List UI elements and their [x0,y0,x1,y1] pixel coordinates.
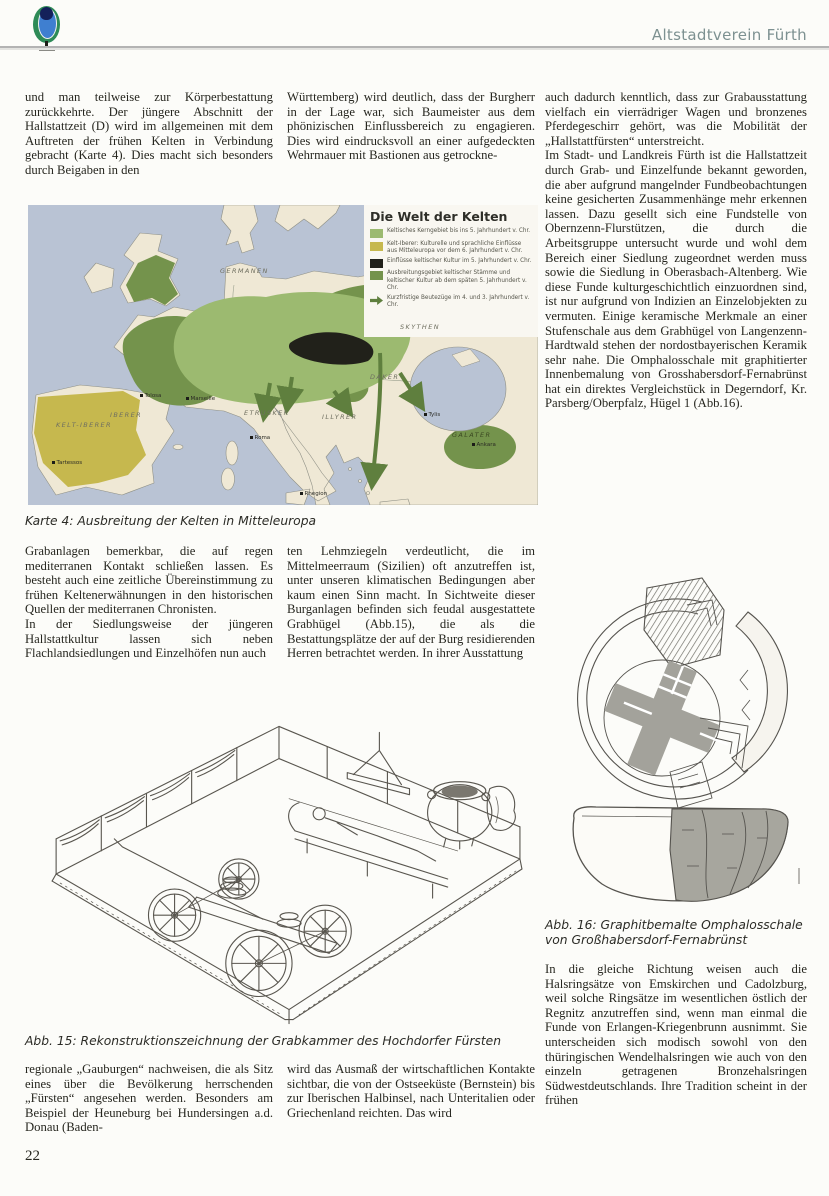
map-city-rhegion: Rhegion [300,491,327,497]
burial-chamber-drawing [26,710,535,1030]
map-label-galater: GALATER [452,431,492,439]
column3-article [545,90,807,411]
logo-dark-cap [40,7,53,20]
map-label-skythen: SKYTHEN [400,323,440,331]
paragraph: In der Siedlungsweise der jüngeren Hallstattkultur lassen sich neben Flachlandsiedlungen und Einzelhöfen nun auch [25,616,273,661]
paragraph: Im Stadt- und Landkreis Fürth ist die Hallstattzeit durch Grab- und Einzelfunde bekannt geworden, die aber aufgrund mangelnder Fundbeobachtungen keine gesicherten Zusammenhänge mehr erkennen lassen. Dazu gesellt sich eine Fundstelle von Obernzenn-Flurstützen, die durch die Arbeitsgruppe untersucht wurde und wohl dem Bereich einer Siedlung zugeordnet werden muss sowie die Siedlung in Oberasbach-Altenberg. Wie diese Funde kulturgeschichtlich einzuordnen sind, ist nur aufgrund von Indizien an Einzelobjekten zu vermuten. Einige keramische Merkmale an einer Stufenschale aus dem Grabhügel von Langenzenn-Hardtwald stehen der nordostbayerischen Keramik sehr nahe. Die Omphalosschale mit graphitierter Innenbemalung von Grosshabersdorf-Fernabrünst hat ein direktes Vergleichstück in Degerndorf, Kr. Parsberg/Oberpfalz, Hügel 1 (Abb.16). [545,148,807,411]
map-city-marseille: Marseille [186,396,215,402]
legend-item [370,270,538,292]
figure-abb16-omphalos-bowl [552,550,807,910]
paragraph: regionale „Gauburgen“ nachweisen, die als Sitz eines über die Bevölkerung herrschenden „Fürsten“ angesehen werden. Besonders am Beispiel der Heuneburg bei Hundersingen a.d. Donau (Baden- [25,1062,273,1135]
legend-item [370,258,538,268]
column1-top-paragraph [25,90,273,178]
legend-item [370,241,538,256]
map-legend [364,205,538,337]
map-label-germanen: GERMANEN [220,267,269,275]
omphalos-bowl-drawing [552,550,807,910]
paragraph: und man teilweise zur Körperbestattung zurückkehrte. Der jüngere Abschnitt der Hallstattzeit (D) wird im allgemeinen mit dem Auftreten der frühen Kelten in Verbindung gebracht (Karte 4). Dies macht sich besonders durch Beigaben in den [25,90,273,177]
legend-swatch-raid-arrow-icon [370,296,383,305]
legend-swatch-expansion-icon [370,271,383,280]
map-title: Die Welt der Kelten [370,209,508,224]
paragraph: Grabanlagen bemerkbar, die auf regen mediterranen Kontakt schließen lassen. Es besteht auch eine zeitliche Übereinstimmung zu frühen Keltenerwähnungen in den historischen Quellen der mediterranen Chronisten. [25,544,273,617]
map-label-etrusker: ETRUSKER [244,409,290,417]
map-label-iberer: IBERER [110,411,143,419]
map-label-illyrer: ILLYRER [322,413,358,421]
legend-label: Keltisches Kerngebiet bis ins 5. Jahrhundert v. Chr. [387,228,531,234]
map-city-roma: Roma [250,435,270,441]
altstadtverein-logo-icon [30,5,66,51]
legend-swatch-keltiberer-icon [370,242,383,251]
paragraph: auch dadurch kenntlich, dass zur Grabausstattung vielfach ein vierrädriger Wagen und bronzenes Pferdegeschirr gehört, was die Mobilität der „Hallstattfürsten“ unterstreicht. [545,90,807,148]
legend-swatch-influence-icon [370,259,383,268]
page-number: 22 [25,1148,40,1164]
map-city-tartessos: Tartessos [52,460,82,466]
logo-base-line [39,49,55,51]
paragraph: In die gleiche Richtung weisen auch die Halsringsätze von Emskirchen und Cadolzburg, weil solche Ringsätze im wesentlichen östlich der Regnitz anzutreffen sind, wenn man einmal die Funde von Erlangen-Kriegenbrunn ausnimmt. Sie unterscheiden sich modisch sowohl von den thüringischen Wendelhalsringen wie auch von den einzeln getragenen Bronzehalsringen Südwestdeutschlands. Ihre Tradition scheint in der frühen [545,962,807,1108]
map-city-ankara: Ankara [472,442,496,448]
header-rule [0,46,829,48]
map-city-tylis: Tylis [424,412,440,418]
legend-label: Ausbreitungsgebiet keltischer Stämme und keltischer Kultur ab dem späten 5. Jahrhundert v. Chr. [387,270,527,292]
legend-label: Kelt-Iberer: Kulturelle und sprachliche Einflüsse aus Mitteleuropa vor dem 6. Jahrhundert v. Chr. [387,240,523,254]
map-label-kelt-iberer: KELT-IBERER [56,421,112,429]
figure-abb15-burial-chamber [26,710,535,1030]
column1-bottom-paragraph [25,1062,273,1135]
paragraph: wird das Ausmaß der wirtschaftlichen Kontakte sichtbar, die von der Ostseeküste (Bernstein) bis zur Iberischen Halbinsel, nach Unteritalien oder Griechenland reichten. Das wird [287,1062,535,1120]
column2-top-paragraph [287,90,535,163]
column1-middle-paragraphs [25,544,273,661]
legend-item [370,228,538,238]
column3-bottom-paragraph [545,962,807,1108]
map-city-tolosa: Tolosa [140,393,161,399]
map-figure-karte4 [28,205,538,505]
legend-label: Kurzfristige Beutezüge im 4. und 3. Jahrhundert v. Chr. [387,295,530,309]
legend-item [370,295,538,310]
column2-bottom-paragraph [287,1062,535,1120]
map-label-daker: DAKER [370,373,400,381]
map-caption: Karte 4: Ausbreitung der Kelten in Mitteleuropa [25,514,317,528]
legend-label: Einflüsse keltischer Kultur im 5. Jahrhundert v. Chr. [387,257,532,264]
figure15-caption: Abb. 15: Rekonstruktionszeichnung der Grabkammer des Hochdorfer Fürsten [25,1034,502,1048]
header-title: Altstadtverein Fürth [651,26,807,44]
legend-swatch-core-icon [370,229,383,238]
figure16-caption: Abb. 16: Graphitbemalte Omphalosschale von Großhabersdorf-Fernabrünst [545,918,803,947]
paragraph: ten Lehmziegeln verdeutlicht, die im Mittelmeerraum (Sizilien) oft anzutreffen ist, unter unseren klimatischen Bedingungen aber kaum einen Sinn macht. In Sichtweite dieser Burganlagen befinden sich feudal ausgestattete Grabhügel (Abb.15), die als die Bestattungsplätze der auf der Burg residierenden Herren betrachtet werden. In ihrer Ausstattung [287,544,535,661]
paragraph: Württemberg) wird deutlich, dass der Burgherr in der Lage war, sich Baumeister aus dem phönizischen Einflussbereich zu engagieren. Dies wird eindrucksvoll an einer aufgedeckten Wehrmauer mit Bastionen aus getrockne- [287,90,535,163]
column2-middle-paragraph [287,544,535,661]
cauldron [428,782,516,849]
